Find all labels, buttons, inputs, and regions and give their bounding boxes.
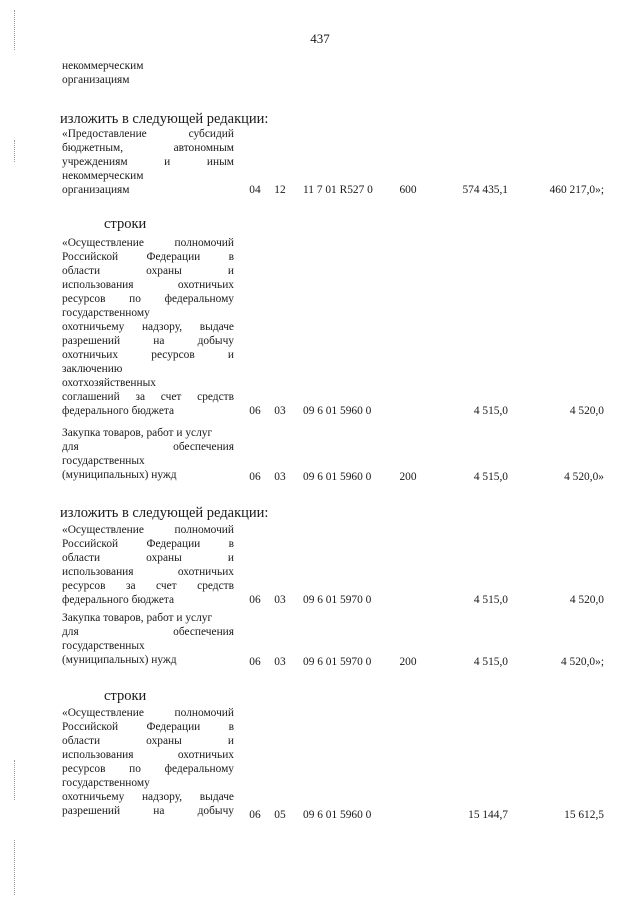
desc-line: Закупка товаров, работ и услуг bbox=[62, 427, 213, 439]
cell-rz: 06 bbox=[249, 809, 261, 821]
desc-line: охотничьему надзору, выдаче bbox=[62, 791, 234, 803]
cell-pr: 03 bbox=[274, 594, 286, 606]
desc-line: (муниципальных) нужд bbox=[62, 469, 177, 481]
cell-rz: 06 bbox=[249, 471, 261, 483]
row-description bbox=[62, 426, 234, 482]
cell-sum-2: 460 217,0»; bbox=[549, 184, 604, 196]
row-description bbox=[62, 706, 234, 818]
desc-line: государственных bbox=[62, 455, 145, 467]
cell-csr: 09 6 01 5960 0 bbox=[303, 809, 372, 821]
amendment-heading: строки bbox=[104, 688, 147, 704]
desc-line: организациям bbox=[62, 74, 130, 86]
desc-line: государственному bbox=[62, 777, 150, 789]
desc-line: государственному bbox=[62, 307, 150, 319]
desc-line: области охраны и bbox=[62, 265, 234, 277]
cell-vr: 600 bbox=[399, 184, 417, 196]
cell-csr: 09 6 01 5970 0 bbox=[303, 594, 372, 606]
page-number: 437 bbox=[310, 31, 330, 46]
desc-line: «Предоставление субсидий bbox=[62, 128, 234, 140]
desc-line: области охраны и bbox=[62, 552, 234, 564]
desc-line: использования охотничьих bbox=[62, 279, 234, 291]
desc-line: «Осуществление полномочий bbox=[62, 524, 234, 536]
desc-line: Российской Федерации в bbox=[62, 251, 234, 263]
desc-line: федерального бюджета bbox=[62, 594, 175, 606]
desc-line: некоммерческим bbox=[62, 170, 144, 182]
cell-rz: 06 bbox=[249, 405, 261, 417]
row-description bbox=[62, 236, 234, 418]
scan-artifact bbox=[14, 10, 16, 50]
desc-line: соглашений за счет средств bbox=[62, 391, 234, 403]
cell-pr: 03 bbox=[274, 656, 286, 668]
cell-pr: 03 bbox=[274, 471, 286, 483]
scan-artifact bbox=[14, 140, 16, 162]
desc-line: бюджетным, автономным bbox=[62, 142, 234, 154]
desc-line: ресурсов за счет средств bbox=[62, 580, 234, 592]
desc-line: организациям bbox=[62, 184, 130, 196]
cell-sum-1: 4 515,0 bbox=[473, 594, 508, 606]
cell-pr: 03 bbox=[274, 405, 286, 417]
cell-rz: 04 bbox=[249, 184, 261, 196]
cell-sum-2: 4 520,0 bbox=[569, 405, 604, 417]
desc-line: ресурсов по федеральному bbox=[62, 293, 234, 305]
desc-line: учреждениям и иным bbox=[62, 156, 234, 168]
cell-sum-1: 4 515,0 bbox=[473, 471, 508, 483]
cell-csr: 11 7 01 R527 0 bbox=[303, 184, 373, 196]
cell-vr: 200 bbox=[399, 471, 417, 483]
desc-line: использования охотничьих bbox=[62, 566, 234, 578]
cell-sum-1: 15 144,7 bbox=[468, 809, 508, 821]
cell-vr: 200 bbox=[399, 656, 417, 668]
desc-line: разрешений на добычу bbox=[62, 805, 234, 817]
cell-sum-1: 4 515,0 bbox=[473, 405, 508, 417]
desc-line: Российской Федерации в bbox=[62, 538, 234, 550]
desc-line: «Осуществление полномочий bbox=[62, 237, 234, 249]
cell-rz: 06 bbox=[249, 594, 261, 606]
row-description bbox=[62, 523, 234, 607]
amendment-heading: изложить в следующей редакции: bbox=[60, 111, 269, 127]
cell-csr: 09 6 01 5970 0 bbox=[303, 656, 372, 668]
row-description bbox=[62, 127, 234, 197]
cell-sum-2: 4 520,0 bbox=[569, 594, 604, 606]
desc-line: федерального бюджета bbox=[62, 405, 175, 417]
row-description bbox=[62, 59, 234, 87]
desc-line: «Осуществление полномочий bbox=[62, 707, 234, 719]
desc-line: ресурсов по федеральному bbox=[62, 763, 234, 775]
desc-line: некоммерческим bbox=[62, 60, 144, 72]
desc-line: (муниципальных) нужд bbox=[62, 654, 177, 666]
cell-sum-2: 4 520,0» bbox=[564, 471, 604, 483]
desc-line: государственных bbox=[62, 640, 145, 652]
cell-csr: 09 6 01 5960 0 bbox=[303, 405, 372, 417]
cell-sum-2: 4 520,0»; bbox=[560, 656, 604, 668]
amendment-heading: изложить в следующей редакции: bbox=[60, 505, 269, 521]
cell-pr: 05 bbox=[274, 809, 286, 821]
cell-sum-2: 15 612,5 bbox=[564, 809, 604, 821]
cell-sum-1: 574 435,1 bbox=[462, 184, 508, 196]
cell-sum-1: 4 515,0 bbox=[473, 656, 508, 668]
cell-rz: 06 bbox=[249, 656, 261, 668]
row-description bbox=[62, 611, 234, 667]
desc-line: разрешений на добычу bbox=[62, 335, 234, 347]
desc-line: Российской Федерации в bbox=[62, 721, 234, 733]
desc-line: охотхозяйственных bbox=[62, 377, 156, 389]
scan-artifact bbox=[14, 760, 16, 800]
desc-line: заключению bbox=[62, 363, 123, 375]
cell-csr: 09 6 01 5960 0 bbox=[303, 471, 372, 483]
desc-line: охотничьему надзору, выдаче bbox=[62, 321, 234, 333]
cell-pr: 12 bbox=[274, 184, 286, 196]
desc-line: области охраны и bbox=[62, 735, 234, 747]
desc-line: использования охотничьих bbox=[62, 749, 234, 761]
desc-line: охотничьих ресурсов и bbox=[62, 349, 234, 361]
scan-artifact bbox=[14, 840, 16, 895]
desc-line: Закупка товаров, работ и услуг bbox=[62, 612, 213, 624]
desc-line: для обеспечения bbox=[62, 626, 234, 638]
amendment-heading: строки bbox=[104, 216, 147, 232]
desc-line: для обеспечения bbox=[62, 441, 234, 453]
